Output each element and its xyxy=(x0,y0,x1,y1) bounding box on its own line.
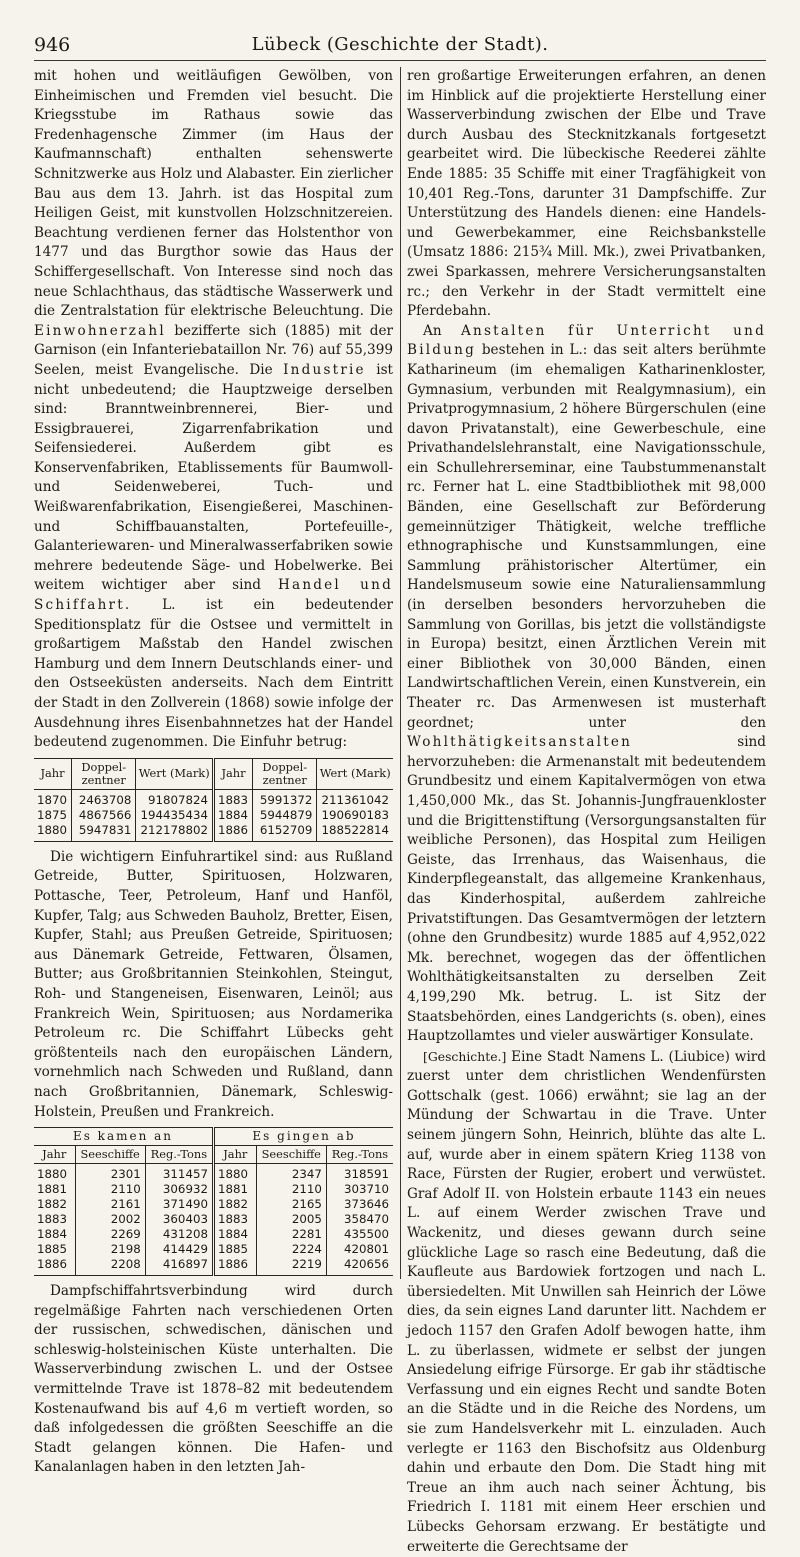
table-cell: 1882 xyxy=(37,1197,68,1212)
table-cell: 2110 xyxy=(75,1182,145,1197)
spaced-keyword: Wohlthätigkeitsanstalten xyxy=(407,734,633,751)
table-row xyxy=(34,1257,393,1276)
left-paragraph-2: Die wichtigern Einfuhrartikel sind: aus Rußland Getreide, Butter, Spirituosen, Holzwaren, Pottasche, Teer, Petroleum, Hanf und Hanföl, Kupfer, Talg; aus Schweden Bauholz, Bretter, Eisen, Kupfer, Stahl; aus Preußen Getreide, Spirituosen; aus Dänemark Getreide, Fettwaren, Ölsamen, Butter; aus Großbritannien Steinkohlen, Steingut, Roh- und Stangeneisen, Eisenwaren, Leinöl; aus Frankreich Wein, Spirituosen; aus Nordamerika Petroleum rc. Die Schiffahrt Lübecks geht größtenteils nach den europäischen Ländern, vornehmlich nach Schweden und Rußland, dann nach Großbritannien, Dänemark, Schleswig-Holstein, Preußen und Frankreich. xyxy=(34,848,393,1120)
text-run: bestehen in L.: das seit alters berühmte Katharineum (im ehemaligen Katharinenkloster, Gymnasium, verbunden mit Realgymnasium), ein Privatprogymnasium, 2 höhere Bürgerschulen (eine davon Privatanstalt), eine Gewerbeschule, eine Privathandelslehranstalt, eine Navigationsschule, ein Schullehrerseminar, eine Taubstummenanstalt rc. Ferner hat L. eine Stadtbibliothek mit 98,000 Bänden, eine Gesellschaft zur Beförderung gemeinnütziger Thätigkeit, welche treffliche ethnographische und Kunstsammlungen, eine Sammlung prähistorischer Altertümer, ein Handelsmuseum sowie eine Naturaliensammlung (in derselben besonders hervorzuheben die Sammlung von Gorillas, bis jetzt die vollständigste in Europa) besitzt, einen Ärztlichen Verein mit einer Bibliothek von 30,000 Bänden, einen Landwirtschaftlichen Verein, einen Kunstverein, ein Theater rc. Das Armenwesen ist musterhaft geordnet; unter den xyxy=(407,342,766,731)
right-paragraph-1: ren großartige Erweiterungen erfahren, an denen im Hinblick auf die projektierte Herstellung einer Wasserverbindung zwischen der Elbe und Trave durch Ausbau des Stecknitzkanals fortgesetzt gearbeitet wird. Die lübeckische Reederei zählte Ende 1885: 35 Schiffe mit einer Tragfähigkeit von 10,401 Reg.-Tons, darunter 31 Dampfschiffe. Zur Unterstützung des Handels dienen: eine Handels- und Gewerbekammer, eine Reichsbankstelle (Umsatz 1886: 215¾ Mill. Mk.), zwei Privatbanken, zwei Sparkassen, mehrere Versicherungsanstalten rc.; den Verkehr in der Stadt vermittelt eine Pferdebahn. xyxy=(407,68,766,320)
table-cell: 360403 xyxy=(145,1212,213,1227)
column-divider xyxy=(400,67,401,1279)
table-cell: 1880 xyxy=(37,1167,68,1182)
table-row xyxy=(34,1197,393,1212)
column-header: Doppel-zentner xyxy=(253,758,317,789)
table-cell: 420801 xyxy=(326,1242,393,1257)
table-cell: 1870 xyxy=(37,792,68,807)
table-cell: 2110 xyxy=(256,1182,326,1197)
column-header: Wert (Mark) xyxy=(317,758,393,789)
spaced-keyword: Handel und Schiffahrt. xyxy=(34,577,393,614)
column-header: Jahr xyxy=(34,1146,75,1164)
column-header: Jahr xyxy=(214,758,253,789)
table-row xyxy=(34,1227,393,1242)
table-cell: 1883 xyxy=(214,789,253,808)
table-cell: 188522814 xyxy=(317,823,393,842)
left-column xyxy=(34,67,393,1557)
table-cell: 4867566 xyxy=(72,808,136,823)
table-cell: 416897 xyxy=(145,1257,213,1276)
table-row xyxy=(34,789,393,808)
table-cell: 435500 xyxy=(326,1227,393,1242)
text-run: An xyxy=(423,322,442,339)
table-cell: 1884 xyxy=(37,1227,68,1242)
table-cell: 2198 xyxy=(75,1242,145,1257)
table-cell: 2301 xyxy=(75,1164,145,1183)
table-cell: 318591 xyxy=(326,1164,393,1183)
shipping-table xyxy=(34,1127,393,1276)
table-cell: 2165 xyxy=(256,1197,326,1212)
table-cell: 1884 xyxy=(214,808,253,823)
spaced-keyword: Anstalten für Unterricht und Bildung xyxy=(407,322,766,359)
column-header: Jahr xyxy=(34,758,72,789)
table-cell: 1882 xyxy=(213,1197,256,1212)
table-row xyxy=(34,1212,393,1227)
right-column xyxy=(407,67,766,1557)
table-cell: 2208 xyxy=(75,1257,145,1276)
column-header: Seeschiffe xyxy=(256,1146,326,1164)
running-title: Lübeck (Geschichte der Stadt). xyxy=(251,34,549,55)
group-header-arrived: Es kamen an xyxy=(34,1128,213,1146)
table-cell: 6152709 xyxy=(253,823,317,842)
text-run: ist nicht unbedeutend; die Hauptzweige derselben sind: Branntweinbrennerei, Bier- und Essigbrauerei, Zigarrenfabrikation und Seifensiederei. Außerdem gibt es Konservenfabriken, Etablissements für Baumwoll- und Seidenweberei, Tuch- und Weißwarenfabrikation, Eisengießerei, Maschinen- und Schiffbauanstalten, Portefeuille-, Galanteriewaren- und Mineralwasserfabriken sowie mehrere bedeutende Säge- und Hobelwerke. Bei weitem wichtiger aber sind xyxy=(34,361,394,594)
table-cell: 190690183 xyxy=(317,808,393,823)
left-paragraph-1 xyxy=(34,67,393,753)
right-paragraph-2 xyxy=(407,322,766,1047)
running-header xyxy=(34,30,766,61)
table-cell: 5991372 xyxy=(253,789,317,808)
section-tag: [Geschichte.] xyxy=(423,1048,507,1064)
table-cell: 2224 xyxy=(256,1242,326,1257)
table-row xyxy=(34,808,393,823)
import-table xyxy=(34,758,393,842)
table-cell: 194435434 xyxy=(136,808,214,823)
table-row xyxy=(34,1242,393,1257)
right-paragraph-3 xyxy=(407,1047,766,1557)
table-cell: 1881 xyxy=(37,1182,68,1197)
table-cell: 2005 xyxy=(256,1212,326,1227)
table-cell: 1883 xyxy=(213,1212,256,1227)
column-header: Wert (Mark) xyxy=(136,758,214,789)
table-cell: 1885 xyxy=(213,1242,256,1257)
text-run: sind hervorzuheben: die Armenanstalt mit bedeutendem Grundbesitz und einem Kapitalvermögen von etwa 1,450,000 Mk., das St. Johannis-Jungfrauenkloster und die Brigittenstiftung (Versorgungsanstalten für weibliche Personen), das Hospital zum Heiligen Geiste, das Irrenhaus, das Waisenhaus, die Kinderpflegeanstalt, das allgemeine Krankenhaus, das Kinderhospital, außerdem zahlreiche Privatstiftungen. Das Gesamtvermögen der letztern (ohne den Grundbesitz) wurde 1885 auf 4,952,022 Mk. berechnet, wogegen das der öffentlichen Wohlthätigkeitsanstalten zu derselben Zeit 4,199,290 Mk. betrug. L. ist Sitz der Staatsbehörden, eines Landgerichts (s. oben), eines Hauptzollamtes und vieler auswärtiger Konsulate. xyxy=(407,734,766,1045)
import-table-header xyxy=(34,758,393,789)
table-cell: 371490 xyxy=(145,1197,213,1212)
text-run: mit hohen und weitläufigen Gewölben, von Einheimischen und Fremden viel besucht. Die Kriegsstube im Rathaus sowie das Fredenhagensche Zimmer (im Haus der Kaufmannschaft) enthalten sehenswerte Schnitzwerke aus Holz und Alabaster. Ein zierlicher Bau aus dem 13. Jahrh. ist das Hospital zum Heiligen Geist, mit kunstvollen Holzschnitzereien. Beachtung verdienen ferner das Holstenthor von 1477 und das Burgthor sowie das Haus der Schiffergesellschaft. Von Interesse sind noch das neue Schlachthaus, das städtische Wasserwerk und die Zentralstation für elektrische Beleuchtung. Die xyxy=(34,68,393,320)
table-cell: 306932 xyxy=(145,1182,213,1197)
table-cell: 212178802 xyxy=(136,823,214,842)
shipping-table-header xyxy=(34,1146,393,1164)
table-cell: 1886 xyxy=(214,823,253,842)
table-cell: 1886 xyxy=(34,1257,75,1276)
text-run: L. ist ein bedeutender Speditionsplatz für die Ostsee und vermittelt in großartigem Maßstab den Handel zwischen Hamburg und dem Innern Deutschlands einer- und den Ostseeküsten anderseits. Nach dem Eintritt der Stadt in den Zollverein (1868) sowie infolge der Ausdehnung ihres Eisenbahnnetzes hat der Handel bedeutend zugenommen. Die Einfuhr betrug: xyxy=(34,597,393,751)
table-cell: 1881 xyxy=(213,1182,256,1197)
table-cell: 5944879 xyxy=(253,808,317,823)
spaced-keyword: Industrie xyxy=(283,361,366,378)
table-cell: 2281 xyxy=(256,1227,326,1242)
spaced-keyword: Einwohnerzahl xyxy=(34,322,166,339)
table-cell: 2269 xyxy=(75,1227,145,1242)
column-header: Jahr xyxy=(213,1146,256,1164)
group-header-departed: Es gingen ab xyxy=(213,1128,393,1146)
page-number: 946 xyxy=(34,34,71,56)
table-cell: 1886 xyxy=(213,1257,256,1276)
table-cell: 1883 xyxy=(37,1212,68,1227)
table-cell: 431208 xyxy=(145,1227,213,1242)
text-run: Eine Stadt Namens L. (Liubice) wird zuerst unter dem christlichen Wendenfürsten Gottschalk (gest. 1066) erwähnt; sie lag an der Mündung der Schwartau in die Trave. Unter seinem jüngern Sohn, Heinrich, blühte das alte L. auf, wurde aber in einem spätern Krieg 1138 von Race, Fürsten der Rugier, erobert und verwüstet. Graf Adolf II. von Holstein erbaute 1143 ein neues L. auf einem Werder zwischen Trave und Wackenitz, und dieses gewann durch seine glückliche Lage so rasch eine Bedeutung, daß die Kaufleute aus Bardowiek fortzogen und nach L. übersiedelten. Mit Unwillen sah Heinrich der Löwe dies, da sein eignes Land darunter litt. Nachdem er jedoch 1157 den Grafen Adolf bewogen hatte, ihm L. zu überlassen, widmete er selbst der jungen Ansiedelung eifrige Fürsorge. Er gab ihr städtische Verfassung und ein eignes Recht und sandte Boten an die Städte und in die Reiche des Nordens, um sie zum Handelsverkehr mit L. einzuladen. Auch verlegte er 1163 den Bischofsitz aus Oldenburg dahin und erbaute den Dom. Die Stadt hing mit Treue an ihm auch nach seiner Ächtung, bis Friedrich I. 1181 mit einem Heer erschien und Lübecks Gehorsam erzwang. Er bestätigte und erweiterte die Gerechtsame der xyxy=(407,1048,766,1555)
two-column-body xyxy=(34,67,766,1557)
table-cell: 2219 xyxy=(256,1257,326,1276)
text-run: bezifferte sich (1885) mit der Garnison (ein Infanteriebataillon Nr. 76) auf 55,399 Seelen, meist Evangelische. Die xyxy=(34,322,393,378)
table-cell: 211361042 xyxy=(317,789,393,808)
table-cell: 2161 xyxy=(75,1197,145,1212)
table-cell: 303710 xyxy=(326,1182,393,1197)
table-cell: 1884 xyxy=(213,1227,256,1242)
left-paragraph-3: Dampfschiffahrtsverbindung wird durch regelmäßige Fahrten nach verschiedenen Orten der russischen, schwedischen, dänischen und schleswig-holsteinischen Küste unterhalten. Die Wasserverbindung zwischen L. und der Ostsee vermittelnde Trave ist 1878–82 mit bedeutendem Kostenaufwand bis auf 4,6 m vertieft worden, so daß infolgedessen die größten Seeschiffe an die Stadt gelangen können. Die Hafen- und Kanalanlagen haben in den letzten Jah- xyxy=(34,1283,393,1476)
table-cell: 91807824 xyxy=(136,789,214,808)
table-cell: 2463708 xyxy=(72,789,136,808)
column-header: Doppel-zentner xyxy=(72,758,136,789)
shipping-table-group-header xyxy=(34,1128,393,1146)
table-cell: 2002 xyxy=(75,1212,145,1227)
table-cell: 1885 xyxy=(37,1242,68,1257)
table-cell: 420656 xyxy=(326,1257,393,1276)
table-row xyxy=(34,1164,393,1183)
table-cell: 5947831 xyxy=(72,823,136,842)
column-header: Reg.-Tons xyxy=(326,1146,393,1164)
table-cell: 2347 xyxy=(256,1164,326,1183)
table-cell: 1875 xyxy=(37,807,68,822)
column-header: Reg.-Tons xyxy=(145,1146,213,1164)
table-cell: 1880 xyxy=(34,823,72,842)
column-header: Seeschiffe xyxy=(75,1146,145,1164)
table-cell: 311457 xyxy=(145,1164,213,1183)
table-cell: 358470 xyxy=(326,1212,393,1227)
table-row xyxy=(34,1182,393,1197)
table-cell: 1880 xyxy=(213,1164,256,1183)
table-cell: 414429 xyxy=(145,1242,213,1257)
table-cell: 373646 xyxy=(326,1197,393,1212)
table-row xyxy=(34,823,393,842)
